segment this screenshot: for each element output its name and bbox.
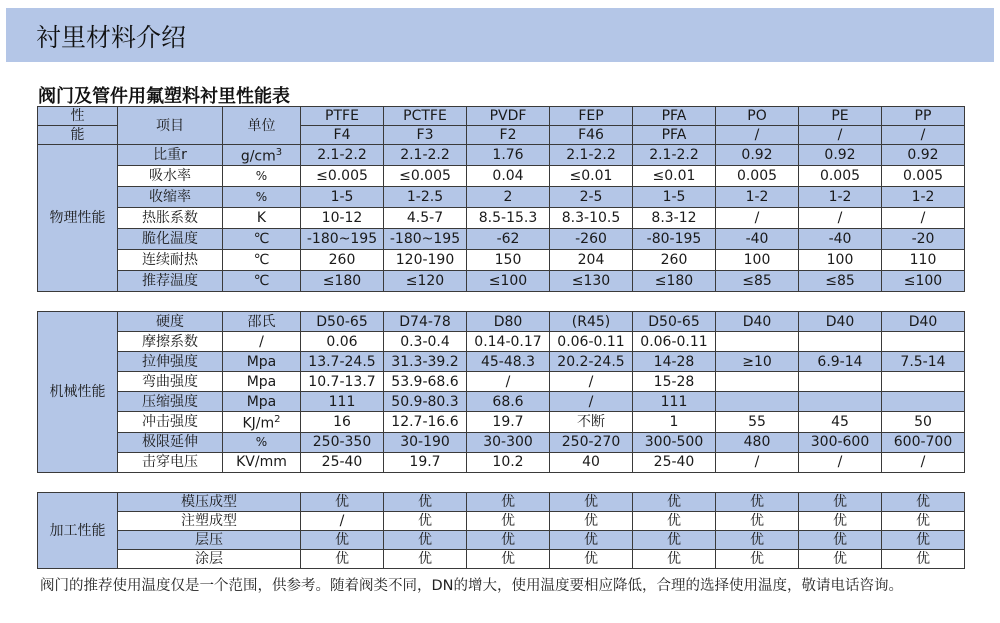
value-cell: 1-2 bbox=[716, 187, 799, 208]
value-cell: 优 bbox=[301, 550, 384, 569]
table-row bbox=[38, 412, 965, 433]
value-cell: ≤120 bbox=[384, 271, 467, 292]
value-cell: 68.6 bbox=[467, 392, 550, 412]
value-cell: 30-300 bbox=[467, 432, 550, 452]
value-cell: 0.92 bbox=[882, 145, 965, 166]
value-cell: 0.005 bbox=[882, 166, 965, 187]
value-cell: 2.1-2.2 bbox=[301, 145, 384, 166]
row-item-label: 击穿电压 bbox=[118, 452, 223, 472]
header-material-code: / bbox=[882, 126, 965, 145]
table-row bbox=[38, 352, 965, 372]
value-cell: ≤100 bbox=[467, 271, 550, 292]
table-row bbox=[38, 145, 965, 166]
table-title: 阀门及管件用氟塑料衬里性能表 bbox=[38, 86, 290, 107]
value-cell: 优 bbox=[467, 531, 550, 550]
value-cell: 50 bbox=[882, 412, 965, 433]
value-cell: 16 bbox=[301, 412, 384, 433]
value-cell: / bbox=[882, 208, 965, 229]
value-cell: D40 bbox=[716, 312, 799, 332]
value-cell: -180~195 bbox=[301, 229, 384, 250]
value-cell: 优 bbox=[716, 550, 799, 569]
value-cell: 优 bbox=[550, 512, 633, 531]
table-row bbox=[38, 107, 965, 126]
value-cell: 优 bbox=[882, 531, 965, 550]
physical-properties-table bbox=[37, 106, 965, 292]
value-cell: 优 bbox=[799, 531, 882, 550]
row-item-label: 热胀系数 bbox=[118, 208, 223, 229]
value-cell: 40 bbox=[550, 452, 633, 472]
header-material-name: PP bbox=[882, 107, 965, 126]
value-cell: 30-190 bbox=[384, 432, 467, 452]
value-cell: 2 bbox=[467, 187, 550, 208]
row-unit: 邵氏 bbox=[223, 312, 301, 332]
value-cell: -40 bbox=[799, 229, 882, 250]
value-cell: 优 bbox=[384, 531, 467, 550]
value-cell: 8.3-10.5 bbox=[550, 208, 633, 229]
value-cell: 2.1-2.2 bbox=[384, 145, 467, 166]
header-material-code: F3 bbox=[384, 126, 467, 145]
row-unit: ℃ bbox=[223, 229, 301, 250]
value-cell: 优 bbox=[882, 493, 965, 512]
value-cell: 2.1-2.2 bbox=[550, 145, 633, 166]
value-cell: 53.9-68.6 bbox=[384, 372, 467, 392]
header-material-code: F46 bbox=[550, 126, 633, 145]
value-cell: 优 bbox=[301, 493, 384, 512]
value-cell: 14-28 bbox=[633, 352, 716, 372]
value-cell: -180~195 bbox=[384, 229, 467, 250]
row-item-label: 硬度 bbox=[118, 312, 223, 332]
value-cell: / bbox=[550, 372, 633, 392]
category-label: 物理性能 bbox=[38, 145, 118, 292]
table-row bbox=[38, 271, 965, 292]
value-cell: -80-195 bbox=[633, 229, 716, 250]
value-cell: 优 bbox=[716, 512, 799, 531]
table-row bbox=[38, 512, 965, 531]
row-unit: % bbox=[223, 432, 301, 452]
value-cell: 优 bbox=[384, 493, 467, 512]
value-cell: 260 bbox=[633, 250, 716, 271]
table-row bbox=[38, 432, 965, 452]
category-label: 机械性能 bbox=[38, 312, 118, 473]
value-cell: 300-600 bbox=[799, 432, 882, 452]
row-item-label: 弯曲强度 bbox=[118, 372, 223, 392]
header-material-name: FEP bbox=[550, 107, 633, 126]
row-unit: Mpa bbox=[223, 372, 301, 392]
table-row bbox=[38, 312, 965, 332]
value-cell: 优 bbox=[467, 493, 550, 512]
row-item-label: 极限延伸 bbox=[118, 432, 223, 452]
value-cell: / bbox=[799, 452, 882, 472]
value-cell: 0.92 bbox=[716, 145, 799, 166]
value-cell: -20 bbox=[882, 229, 965, 250]
value-cell: 优 bbox=[633, 512, 716, 531]
value-cell bbox=[799, 392, 882, 412]
value-cell bbox=[882, 392, 965, 412]
value-cell: 150 bbox=[467, 250, 550, 271]
value-cell: 300-500 bbox=[633, 432, 716, 452]
header-material-name: PFA bbox=[633, 107, 716, 126]
value-cell: 0.005 bbox=[799, 166, 882, 187]
value-cell: ≤0.005 bbox=[301, 166, 384, 187]
header-material-name: PTFE bbox=[301, 107, 384, 126]
table-row bbox=[38, 550, 965, 569]
title-banner bbox=[6, 8, 994, 62]
value-cell: / bbox=[716, 452, 799, 472]
value-cell bbox=[882, 332, 965, 352]
header-material-code: / bbox=[799, 126, 882, 145]
header-material-name: PE bbox=[799, 107, 882, 126]
header-performance-line1: 性 bbox=[38, 107, 118, 126]
value-cell: ≤180 bbox=[633, 271, 716, 292]
value-cell: 1-2 bbox=[799, 187, 882, 208]
value-cell: 1-5 bbox=[633, 187, 716, 208]
value-cell: ≤85 bbox=[716, 271, 799, 292]
row-item-label: 拉伸强度 bbox=[118, 352, 223, 372]
value-cell: 0.06-0.11 bbox=[633, 332, 716, 352]
row-item-label: 收缩率 bbox=[118, 187, 223, 208]
value-cell bbox=[799, 372, 882, 392]
value-cell: ≤130 bbox=[550, 271, 633, 292]
value-cell: 优 bbox=[550, 531, 633, 550]
value-cell: 12.7-16.6 bbox=[384, 412, 467, 433]
row-unit bbox=[223, 145, 301, 166]
row-item-label: 冲击强度 bbox=[118, 412, 223, 433]
value-cell: 1.76 bbox=[467, 145, 550, 166]
value-cell: 1-2.5 bbox=[384, 187, 467, 208]
value-cell: 480 bbox=[716, 432, 799, 452]
value-cell: 1 bbox=[633, 412, 716, 433]
value-cell: 0.06-0.11 bbox=[550, 332, 633, 352]
value-cell: ≥10 bbox=[716, 352, 799, 372]
value-cell: 50.9-80.3 bbox=[384, 392, 467, 412]
row-unit: / bbox=[223, 332, 301, 352]
value-cell: ≤0.005 bbox=[384, 166, 467, 187]
value-cell: 10-12 bbox=[301, 208, 384, 229]
value-cell: 优 bbox=[467, 550, 550, 569]
value-cell: 优 bbox=[550, 493, 633, 512]
value-cell: 优 bbox=[799, 493, 882, 512]
table-row bbox=[38, 208, 965, 229]
value-cell: / bbox=[882, 452, 965, 472]
row-item-label: 压缩强度 bbox=[118, 392, 223, 412]
table-row bbox=[38, 531, 965, 550]
table-row bbox=[38, 493, 965, 512]
header-unit: 单位 bbox=[223, 107, 301, 145]
row-item-label: 模压成型 bbox=[118, 493, 301, 512]
value-cell: 优 bbox=[799, 512, 882, 531]
value-cell: -40 bbox=[716, 229, 799, 250]
value-cell: 0.005 bbox=[716, 166, 799, 187]
row-item-label: 注塑成型 bbox=[118, 512, 301, 531]
value-cell: / bbox=[550, 392, 633, 412]
value-cell: 100 bbox=[799, 250, 882, 271]
header-material-code: PFA bbox=[633, 126, 716, 145]
value-cell: 优 bbox=[384, 512, 467, 531]
row-item-label: 推荐温度 bbox=[118, 271, 223, 292]
row-unit: % bbox=[223, 187, 301, 208]
row-item-label: 层压 bbox=[118, 531, 301, 550]
unit-text: KJ/m bbox=[242, 415, 275, 432]
row-unit: Mpa bbox=[223, 392, 301, 412]
value-cell: D40 bbox=[799, 312, 882, 332]
value-cell: 15-28 bbox=[633, 372, 716, 392]
value-cell: / bbox=[467, 372, 550, 392]
value-cell: 110 bbox=[882, 250, 965, 271]
row-unit: K bbox=[223, 208, 301, 229]
value-cell: 19.7 bbox=[384, 452, 467, 472]
value-cell: 20.2-24.5 bbox=[550, 352, 633, 372]
value-cell: 260 bbox=[301, 250, 384, 271]
value-cell: 优 bbox=[633, 493, 716, 512]
value-cell: 31.3-39.2 bbox=[384, 352, 467, 372]
header-item: 项目 bbox=[118, 107, 223, 145]
value-cell: 25-40 bbox=[633, 452, 716, 472]
value-cell: / bbox=[301, 512, 384, 531]
page-title: 衬里材料介绍 bbox=[36, 23, 187, 52]
value-cell: 111 bbox=[633, 392, 716, 412]
value-cell: -62 bbox=[467, 229, 550, 250]
value-cell: ≤85 bbox=[799, 271, 882, 292]
header-performance-line2: 能 bbox=[38, 126, 118, 145]
value-cell: 8.5-15.3 bbox=[467, 208, 550, 229]
value-cell: 600-700 bbox=[882, 432, 965, 452]
value-cell: 100 bbox=[716, 250, 799, 271]
value-cell: 250-350 bbox=[301, 432, 384, 452]
value-cell: ≤0.01 bbox=[633, 166, 716, 187]
header-material-code: F4 bbox=[301, 126, 384, 145]
unit-text: g/cm bbox=[240, 148, 276, 165]
value-cell: 111 bbox=[301, 392, 384, 412]
row-unit: % bbox=[223, 166, 301, 187]
header-material-name: PCTFE bbox=[384, 107, 467, 126]
value-cell: D50-65 bbox=[633, 312, 716, 332]
value-cell: 6.9-14 bbox=[799, 352, 882, 372]
row-item-label: 摩擦系数 bbox=[118, 332, 223, 352]
value-cell: 优 bbox=[882, 550, 965, 569]
value-cell: 2.1-2.2 bbox=[633, 145, 716, 166]
value-cell bbox=[716, 392, 799, 412]
value-cell: D50-65 bbox=[301, 312, 384, 332]
unit-exponent: 3 bbox=[275, 147, 283, 159]
header-material-name: PVDF bbox=[467, 107, 550, 126]
value-cell: 1-5 bbox=[301, 187, 384, 208]
value-cell: 45-48.3 bbox=[467, 352, 550, 372]
category-label: 加工性能 bbox=[38, 493, 118, 569]
row-item-label: 连续耐热 bbox=[118, 250, 223, 271]
table-row bbox=[38, 452, 965, 472]
table-row bbox=[38, 187, 965, 208]
value-cell: / bbox=[799, 208, 882, 229]
value-cell: 10.2 bbox=[467, 452, 550, 472]
value-cell: 优 bbox=[301, 531, 384, 550]
header-material-name: PO bbox=[716, 107, 799, 126]
value-cell: 120-190 bbox=[384, 250, 467, 271]
value-cell: -260 bbox=[550, 229, 633, 250]
row-unit bbox=[223, 412, 301, 433]
value-cell: 不断 bbox=[550, 412, 633, 433]
value-cell: 19.7 bbox=[467, 412, 550, 433]
value-cell: 8.3-12 bbox=[633, 208, 716, 229]
table-row bbox=[38, 372, 965, 392]
value-cell bbox=[882, 372, 965, 392]
value-cell: D74-78 bbox=[384, 312, 467, 332]
value-cell: ≤100 bbox=[882, 271, 965, 292]
value-cell: 4.5-7 bbox=[384, 208, 467, 229]
value-cell bbox=[716, 332, 799, 352]
row-unit: ℃ bbox=[223, 250, 301, 271]
value-cell: 优 bbox=[882, 512, 965, 531]
value-cell: 1-2 bbox=[882, 187, 965, 208]
table-row bbox=[38, 250, 965, 271]
table-row bbox=[38, 166, 965, 187]
value-cell: ≤0.01 bbox=[550, 166, 633, 187]
value-cell: 优 bbox=[633, 550, 716, 569]
value-cell: 0.3-0.4 bbox=[384, 332, 467, 352]
value-cell: ≤180 bbox=[301, 271, 384, 292]
row-item-label: 比重r bbox=[118, 145, 223, 166]
value-cell: (R45) bbox=[550, 312, 633, 332]
table-row bbox=[38, 332, 965, 352]
row-item-label: 吸水率 bbox=[118, 166, 223, 187]
value-cell: 13.7-24.5 bbox=[301, 352, 384, 372]
value-cell: 优 bbox=[467, 512, 550, 531]
value-cell: 55 bbox=[716, 412, 799, 433]
row-unit: ℃ bbox=[223, 271, 301, 292]
value-cell: 7.5-14 bbox=[882, 352, 965, 372]
value-cell bbox=[716, 372, 799, 392]
value-cell bbox=[799, 332, 882, 352]
header-material-code: / bbox=[716, 126, 799, 145]
value-cell: 优 bbox=[633, 531, 716, 550]
row-item-label: 脆化温度 bbox=[118, 229, 223, 250]
value-cell: 45 bbox=[799, 412, 882, 433]
row-unit: Mpa bbox=[223, 352, 301, 372]
unit-exponent: 2 bbox=[274, 414, 281, 425]
value-cell: 优 bbox=[799, 550, 882, 569]
processing-properties-table bbox=[37, 492, 965, 569]
value-cell: 0.06 bbox=[301, 332, 384, 352]
table-row bbox=[38, 392, 965, 412]
value-cell: 2-5 bbox=[550, 187, 633, 208]
value-cell: D40 bbox=[882, 312, 965, 332]
footnote: 阀门的推荐使用温度仅是一个范围，供参考。随着阀类不同，DN的增大，使用温度要相应降低，合理的选择使用温度，敬请电话咨询。 bbox=[40, 578, 904, 594]
value-cell: 0.04 bbox=[467, 166, 550, 187]
table-row bbox=[38, 229, 965, 250]
row-item-label: 涂层 bbox=[118, 550, 301, 569]
header-material-code: F2 bbox=[467, 126, 550, 145]
value-cell: 204 bbox=[550, 250, 633, 271]
row-unit: KV/mm bbox=[223, 452, 301, 472]
mechanical-properties-table bbox=[37, 311, 965, 473]
value-cell: 优 bbox=[716, 493, 799, 512]
value-cell: 250-270 bbox=[550, 432, 633, 452]
value-cell: 25-40 bbox=[301, 452, 384, 472]
value-cell: D80 bbox=[467, 312, 550, 332]
value-cell: 优 bbox=[550, 550, 633, 569]
value-cell: 优 bbox=[384, 550, 467, 569]
value-cell: / bbox=[716, 208, 799, 229]
value-cell: 优 bbox=[716, 531, 799, 550]
value-cell: 10.7-13.7 bbox=[301, 372, 384, 392]
value-cell: 0.14-0.17 bbox=[467, 332, 550, 352]
value-cell: 0.92 bbox=[799, 145, 882, 166]
